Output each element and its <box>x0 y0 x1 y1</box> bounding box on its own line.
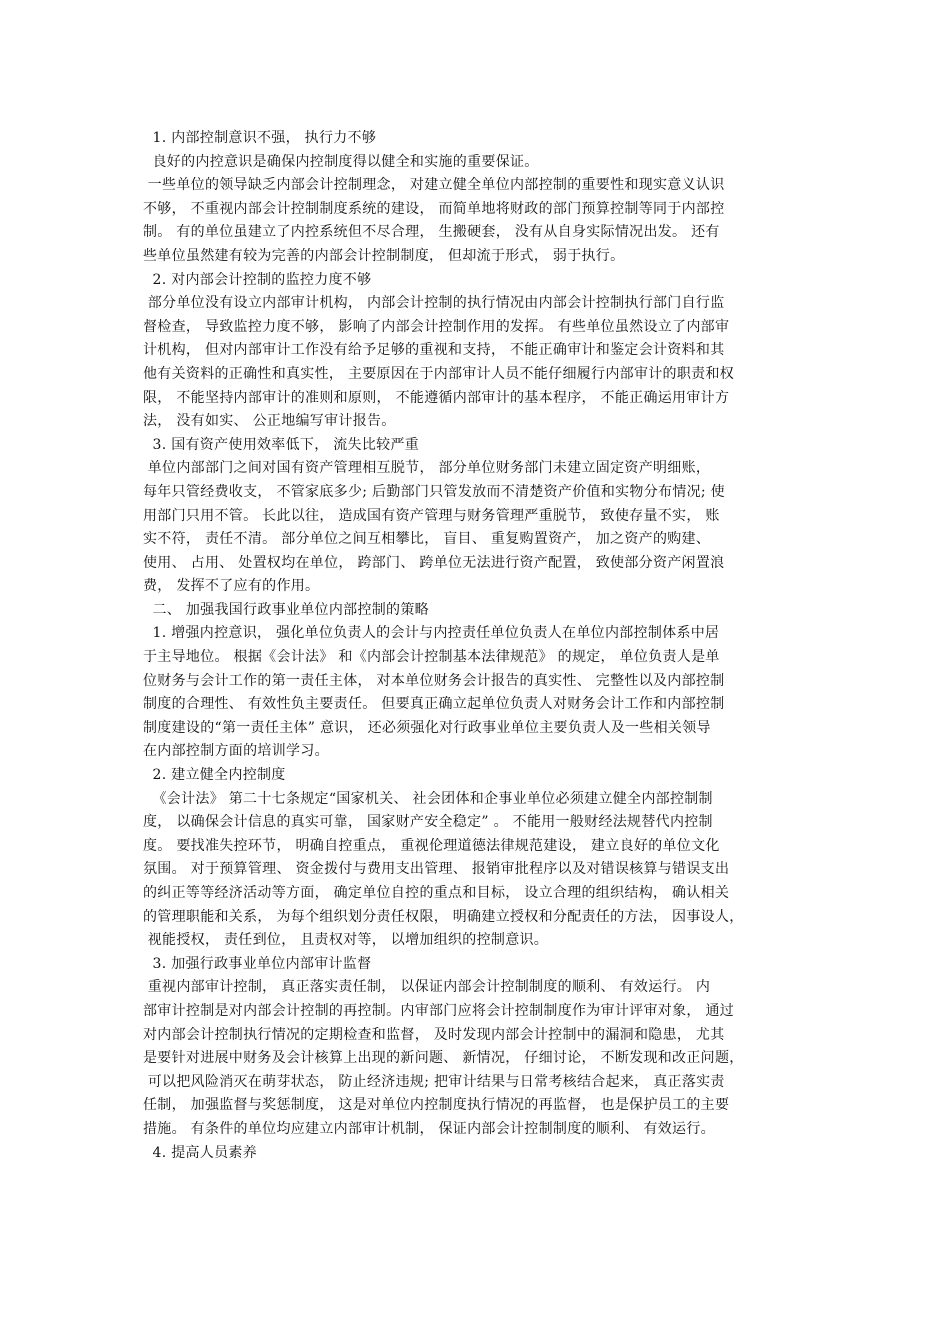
text-line: 任制， 加强监督与奖惩制度， 这是对单位内控制度执行情况的再监督， 也是保护员工的主要 <box>143 1097 730 1114</box>
text-line: 部审计控制是对内部会计控制的再控制。内审部门应将会计控制制度作为审计评审对象， 通过 <box>143 1002 735 1019</box>
text-line: 计机构， 但对内部审计工作没有给予足够的重视和支持， 不能正确审计和鉴定会计资料和其 <box>143 342 725 359</box>
text-line: 3. 国有资产使用效率低下， 流失比较严重 <box>143 436 420 453</box>
text-line: 制度的合理性、 有效性负主要责任。 但要真正确立起单位负责人对财务会计工作和内部控制 <box>143 696 725 713</box>
text-line: 1. 内部控制意识不强， 执行力不够 <box>143 130 377 146</box>
text-line: 法， 没有如实、 公正地编写审计报告。 <box>143 413 396 430</box>
text-line: 二、 加强我国行政事业单位内部控制的策略 <box>143 601 429 618</box>
text-line: 制度建设的“第一责任主体” 意识， 还必须强化对行政事业单位主要负责人及一些相关领导 <box>143 719 711 736</box>
text-line: 措施。 有条件的单位均应建立内部审计机制， 保证内部会计控制制度的顺利、 有效运行。 <box>143 1120 715 1137</box>
text-line: 视能授权， 责任到位， 且责权对等， 以增加组织的控制意识。 <box>143 932 549 949</box>
text-line: 单位内部部门之间对国有资产管理相互脱节， 部分单位财务部门未建立固定资产明细账， <box>143 460 711 477</box>
text-line: 些单位虽然建有较为完善的内部会计控制制度， 但却流于形式， 弱于执行。 <box>143 247 625 264</box>
text-line: 部分单位没有设立内部审计机构， 内部会计控制的执行情况由内部会计控制执行部门自行监 <box>143 295 725 312</box>
text-line: 2. 对内部会计控制的监控力度不够 <box>143 271 372 288</box>
text-line: 督检查， 导致监控力度不够， 影响了内部会计控制作用的发挥。 有些单位虽然设立了内部审 <box>143 318 730 335</box>
text-line: 实不符， 责任不清。 部分单位之间互相攀比， 盲目、 重复购置资产， 加之资产的购建、 <box>143 531 711 548</box>
text-line: 用部门只用不管。 长此以往， 造成国有资产管理与财务管理严重脱节， 致使存量不实， 账 <box>143 507 720 524</box>
text-line: 他有关资料的正确性和真实性， 主要原因在于内部审计人员不能仔细履行内部审计的职责和权 <box>143 365 735 382</box>
text-line: 费， 发挥不了应有的作用。 <box>143 578 320 595</box>
document-body <box>143 127 813 1165</box>
text-line: 是要针对进展中财务及会计核算上出现的新问题、 新情况， 仔细讨论， 不断发现和改正问题， <box>143 1050 744 1067</box>
text-line: 一些单位的领导缺乏内部会计控制理念， 对建立健全单位内部控制的重要性和现实意义认识 <box>143 177 725 194</box>
text-line: 制。 有的单位虽建立了内控系统但不尽合理， 生搬硬套， 没有从自身实际情况出发。 还有 <box>143 224 720 241</box>
text-line: 2. 建立健全内控制度 <box>143 767 286 784</box>
text-line: 对内部会计控制执行情况的定期检查和监督， 及时发现内部会计控制中的漏洞和隐患， 尤其 <box>143 1026 725 1043</box>
text-line: 3. 加强行政事业单位内部审计监督 <box>143 955 372 972</box>
text-line: 限， 不能坚持内部审计的准则和原则， 不能遵循内部审计的基本程序， 不能正确运用审计方 <box>143 389 730 406</box>
text-line: 氛围。 对于预算管理、 资金拨付与费用支出管理、 报销审批程序以及对错误核算与错误支出 <box>143 861 730 878</box>
text-line: 重视内部审计控制， 真正落实责任制， 以保证内部会计控制制度的顺利、 有效运行。 内 <box>143 979 711 996</box>
text-line: 可以把风险消灭在萌芽状态， 防止经济违规; 把审计结果与日常考核结合起来， 真正落实责 <box>143 1073 725 1090</box>
text-line: 每年只管经费收支， 不管家底多少; 后勤部门只管发放而不清楚资产价值和实物分布情况; 使 <box>143 483 725 500</box>
text-line: 位财务与会计工作的第一责任主体， 对本单位财务会计报告的真实性、 完整性以及内部控制 <box>143 672 725 689</box>
text-line: 《会计法》 第二十七条规定“国家机关、 社会团体和企事业单位必须建立健全内部控制制 <box>143 790 713 807</box>
text-line: 的管理职能和关系， 为每个组织划分责任权限， 明确建立授权和分配责任的方法， 因事设人， <box>143 908 744 925</box>
text-line: 在内部控制方面的培训学习。 <box>143 743 329 760</box>
text-line: 度。 要找准失控环节， 明确自控重点， 重视伦理道德法律规范建设， 建立良好的单位文化 <box>143 837 720 854</box>
text-line: 的纠正等等经济活动等方面， 确定单位自控的重点和目标， 设立合理的组织结构， 确认相关 <box>143 885 730 901</box>
text-line: 1. 增强内控意识， 强化单位负责人的会计与内控责任单位负责人在单位内部控制体系中居 <box>143 625 720 642</box>
text-line: 度， 以确保会计信息的真实可靠， 国家财产安全稳定” 。 不能用一般财经法规替代内控制 <box>143 814 713 831</box>
text-line: 使用、 占用、 处置权均在单位， 跨部门、 跨单位无法进行资产配置， 致使部分资产闲置浪 <box>143 554 725 571</box>
text-line: 4. 提高人员素养 <box>143 1144 258 1161</box>
text-line: 于主导地位。 根据《会计法》 和《内部会计控制基本法律规范》 的规定， 单位负责人是单 <box>143 649 720 666</box>
text-line: 不够， 不重视内部会计控制制度系统的建设， 而简单地将财政的部门预算控制等同于内部控 <box>143 200 725 217</box>
text-line: 良好的内控意识是确保内控制度得以健全和实施的重要保证。 <box>143 153 539 170</box>
